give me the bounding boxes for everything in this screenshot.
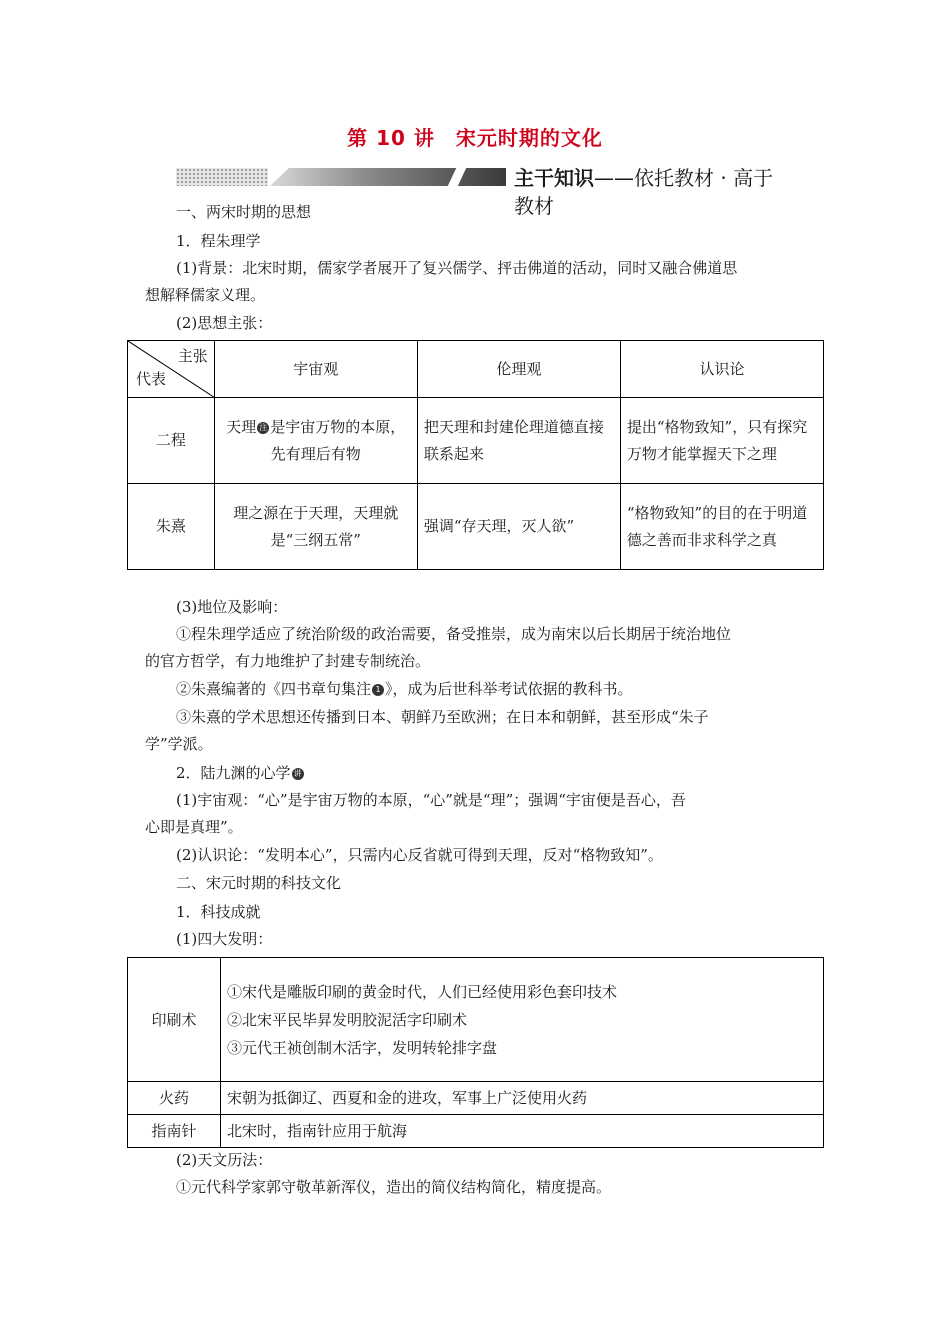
subheading-lu-jiuyuan [176, 763, 305, 783]
paragraph-status-3b: 学”学派。 [145, 735, 213, 753]
lecture-marker-icon: 讲 [293, 769, 302, 778]
cosmology-cell [214, 398, 417, 484]
paragraph-astronomy-1: ①元代科学家郭守敬革新浑仪，造出的简仪结构简化，精度提高。 [176, 1178, 612, 1196]
description-cell [221, 958, 824, 1082]
header-top-label: 主张 [177, 347, 208, 365]
cell-text: 是宇宙万物的本原，先有理后有物 [270, 417, 406, 463]
table-row [128, 398, 824, 484]
list-item: ②北宋平民毕昇发明胶泥活字印刷术 [227, 1010, 468, 1029]
ideas-table [127, 340, 824, 570]
paragraph-status-2 [176, 679, 633, 699]
paragraph-astronomy-label: (2)天文历法： [176, 1151, 273, 1169]
ethics-cell: 把天理和封建伦理道德直接联系起来 [417, 398, 620, 484]
header-corner-cell [128, 341, 215, 398]
banner-rest: ——依托教材 · 高于教材 [514, 166, 774, 218]
text-segment: 》，成为后世科举考试依据的教科书。 [385, 680, 633, 698]
subheading-achievements: 1．科技成就 [176, 903, 261, 921]
page-title: 第 10 讲 宋元时期的文化 [347, 126, 603, 150]
list-item: ①宋代是雕版印刷的黄金时代，人们已经使用彩色套印技术 [227, 982, 618, 1001]
paragraph-ideas-label: (2)思想主张： [176, 314, 273, 332]
ethics-cell: 强调“存天理，灭人欲” [417, 484, 620, 570]
cosmology-cell: 理之源在于天理，天理就是“三纲五常” [214, 484, 417, 570]
paragraph-status-1b: 的官方哲学，有力地维护了封建专制统治。 [145, 652, 431, 670]
paragraph-status-1a: ①程朱理学适应了统治阶级的政治需要，备受推崇，成为南宋以后长期居于统治地位 [176, 625, 732, 643]
header-bottom-label: 代表 [136, 370, 167, 388]
section-heading-1: 一、两宋时期的思想 [176, 203, 312, 221]
table-row [128, 484, 824, 570]
table-header-row [128, 341, 824, 398]
table-row [128, 1082, 824, 1115]
paragraph-cosmology-2: 心即是真理”。 [145, 818, 243, 836]
row-name-cell: 印刷术 [128, 958, 221, 1082]
table-row [128, 1115, 824, 1148]
banner-dots-decoration [176, 168, 268, 186]
column-header: 宇宙观 [214, 341, 417, 398]
table-row [128, 958, 824, 1082]
paragraph-status-3a: ③朱熹的学术思想还传播到日本、朝鲜乃至欧洲；在日本和朝鲜，甚至形成“朱子 [176, 708, 709, 726]
banner-text [514, 164, 776, 220]
paragraph-inventions-label: (1)四大发明： [176, 930, 273, 948]
banner-bar-decoration [270, 168, 506, 186]
row-name-cell: 二程 [128, 398, 215, 484]
subheading-cheng-zhu: 1．程朱理学 [176, 232, 261, 250]
list-item: ③元代王祯创制木活字，发明转轮排字盘 [227, 1038, 498, 1057]
paragraph-epistemology: (2)认识论：“发明本心”，只需内心反省就可得到天理，反对“格物致知”。 [176, 846, 663, 864]
description-cell: 宋朝为抵御辽、西夏和金的进攻，军事上广泛使用火药 [221, 1082, 824, 1115]
row-name-cell: 朱熹 [128, 484, 215, 570]
column-header: 认识论 [620, 341, 823, 398]
row-name-cell: 火药 [128, 1082, 221, 1115]
inventions-table [127, 957, 824, 1148]
cell-text: 天理 [226, 417, 257, 436]
paragraph-cosmology-1: (1)宇宙观：“心”是宇宙万物的本原，“心”就是“理”；强调“宇宙便是吾心，吾 [176, 791, 686, 809]
epistemology-cell: 提出“格物致知”，只有探究万物才能掌握天下之理 [620, 398, 823, 484]
text-segment: ②朱熹编著的《四书章句集注 [176, 680, 372, 698]
banner-bold: 主干知识 [514, 166, 594, 190]
text-segment: 2．陆九渊的心学 [176, 764, 291, 782]
paragraph-background-1: (1)背景：北宋时期，儒家学者展开了复兴儒学、抨击佛道的活动，同时又融合佛道思 [176, 259, 738, 277]
row-name-cell: 指南针 [128, 1115, 221, 1148]
note-marker-icon: 1 [372, 684, 384, 696]
note-marker-icon: 注 [259, 422, 268, 432]
column-header: 伦理观 [417, 341, 620, 398]
paragraph-background-2: 想解释儒家义理。 [145, 286, 266, 304]
paragraph-status-label: (3)地位及影响： [176, 598, 288, 616]
section-heading-2: 二、宋元时期的科技文化 [176, 874, 342, 892]
epistemology-cell: “格物致知”的目的在于明道德之善而非求科学之真 [620, 484, 823, 570]
description-cell: 北宋时，指南针应用于航海 [221, 1115, 824, 1148]
